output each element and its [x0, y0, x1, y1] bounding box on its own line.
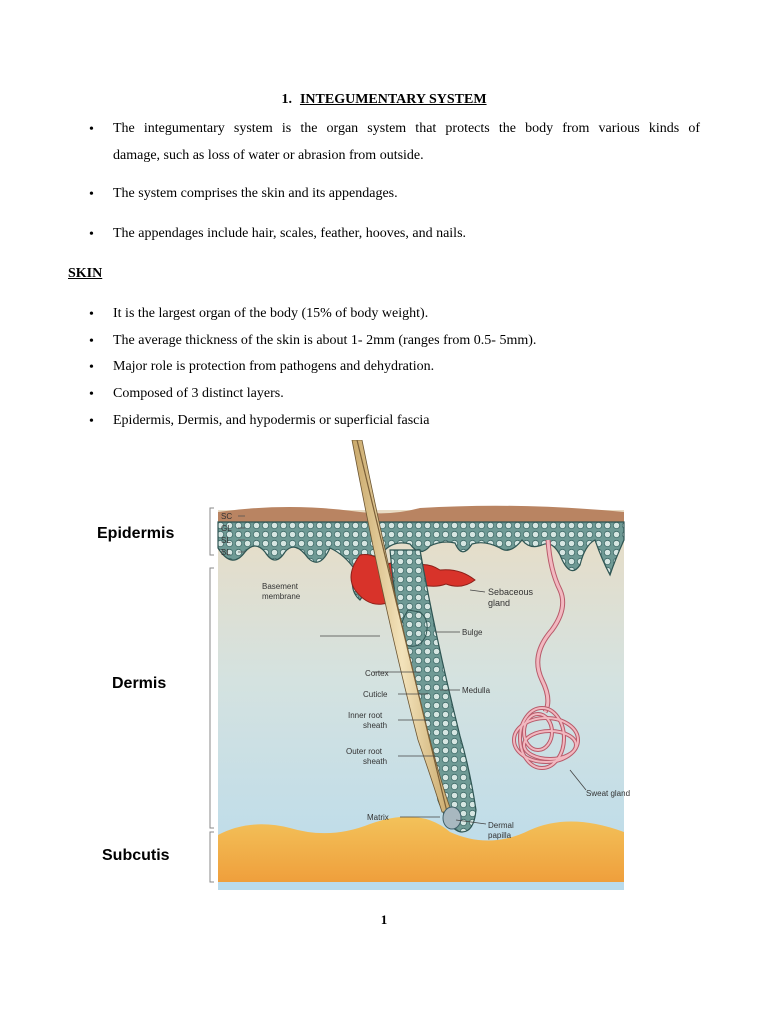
label-medulla: Medulla — [462, 686, 491, 695]
bullet-marker: • — [89, 227, 94, 242]
label-sweat-gland: Sweat gland — [586, 789, 631, 798]
label-inner-root-1: Inner root — [348, 711, 383, 720]
section-number: 1. — [281, 92, 292, 107]
skin-bullet-2: The average thickness of the skin is about 1- 2mm (ranges from 0.5- 5mm). — [113, 333, 537, 348]
subcutis-fat — [218, 817, 624, 882]
intro-bullet-1-line-2: damage, such as loss of water or abrasion from outside. — [113, 148, 424, 163]
skin-structure-figure — [90, 440, 650, 900]
skin-bullet-4: Composed of 3 distinct layers. — [113, 386, 284, 401]
label-sc: SC — [221, 512, 233, 521]
section-title-text: INTEGUMENTARY SYSTEM — [299, 92, 487, 107]
label-cuticle: Cuticle — [363, 690, 388, 699]
label-basement-1: Basement — [262, 582, 299, 591]
label-dermal-papilla-2: papilla — [488, 831, 512, 840]
label-bulge: Bulge — [462, 628, 483, 637]
layer-brackets — [210, 508, 214, 882]
label-sebaceous-2: gland — [488, 598, 511, 608]
bullet-marker: • — [89, 387, 94, 402]
label-sebaceous-1: Sebaceous — [488, 587, 534, 597]
skin-bullet-3: Major role is protection from pathogens and dehydration. — [113, 359, 435, 374]
intro-bullet-1-line-1: The integumentary system is the organ system that protects the body from various kinds of — [113, 121, 700, 136]
intro-bullet-2: The system comprises the skin and its appendages. — [113, 186, 398, 201]
label-basement-2: membrane — [262, 592, 301, 601]
bullet-marker: • — [89, 334, 94, 349]
label-dermal-papilla-1: Dermal — [488, 821, 514, 830]
label-outer-root-1: Outer root — [346, 747, 383, 756]
section-title — [0, 92, 768, 108]
bullet-marker: • — [89, 307, 94, 322]
skin-bullet-1: It is the largest organ of the body (15% of body weight). — [113, 306, 429, 321]
label-matrix: Matrix — [367, 813, 389, 822]
label-dermis: Dermis — [112, 675, 167, 692]
bullet-marker: • — [89, 414, 94, 429]
skin-heading: SKIN — [68, 266, 103, 281]
label-subcutis: Subcutis — [102, 847, 170, 864]
page-number: 1 — [380, 912, 388, 927]
label-cortex: Cortex — [365, 669, 389, 678]
label-sl: SL — [221, 536, 231, 545]
label-outer-root-2: sheath — [363, 757, 388, 766]
skin-bullet-5: Epidermis, Dermis, and hypodermis or superficial fascia — [113, 413, 430, 428]
dermal-papilla-shape — [443, 807, 461, 829]
label-gl: GL — [221, 524, 232, 533]
label-bl: BL — [221, 548, 231, 557]
intro-bullet-3: The appendages include hair, scales, feather, hooves, and nails. — [113, 226, 467, 241]
label-inner-root-2: sheath — [363, 721, 388, 730]
bullet-marker: • — [89, 122, 94, 137]
bullet-marker: • — [89, 360, 94, 375]
label-epidermis: Epidermis — [97, 525, 175, 542]
bullet-marker: • — [89, 187, 94, 202]
